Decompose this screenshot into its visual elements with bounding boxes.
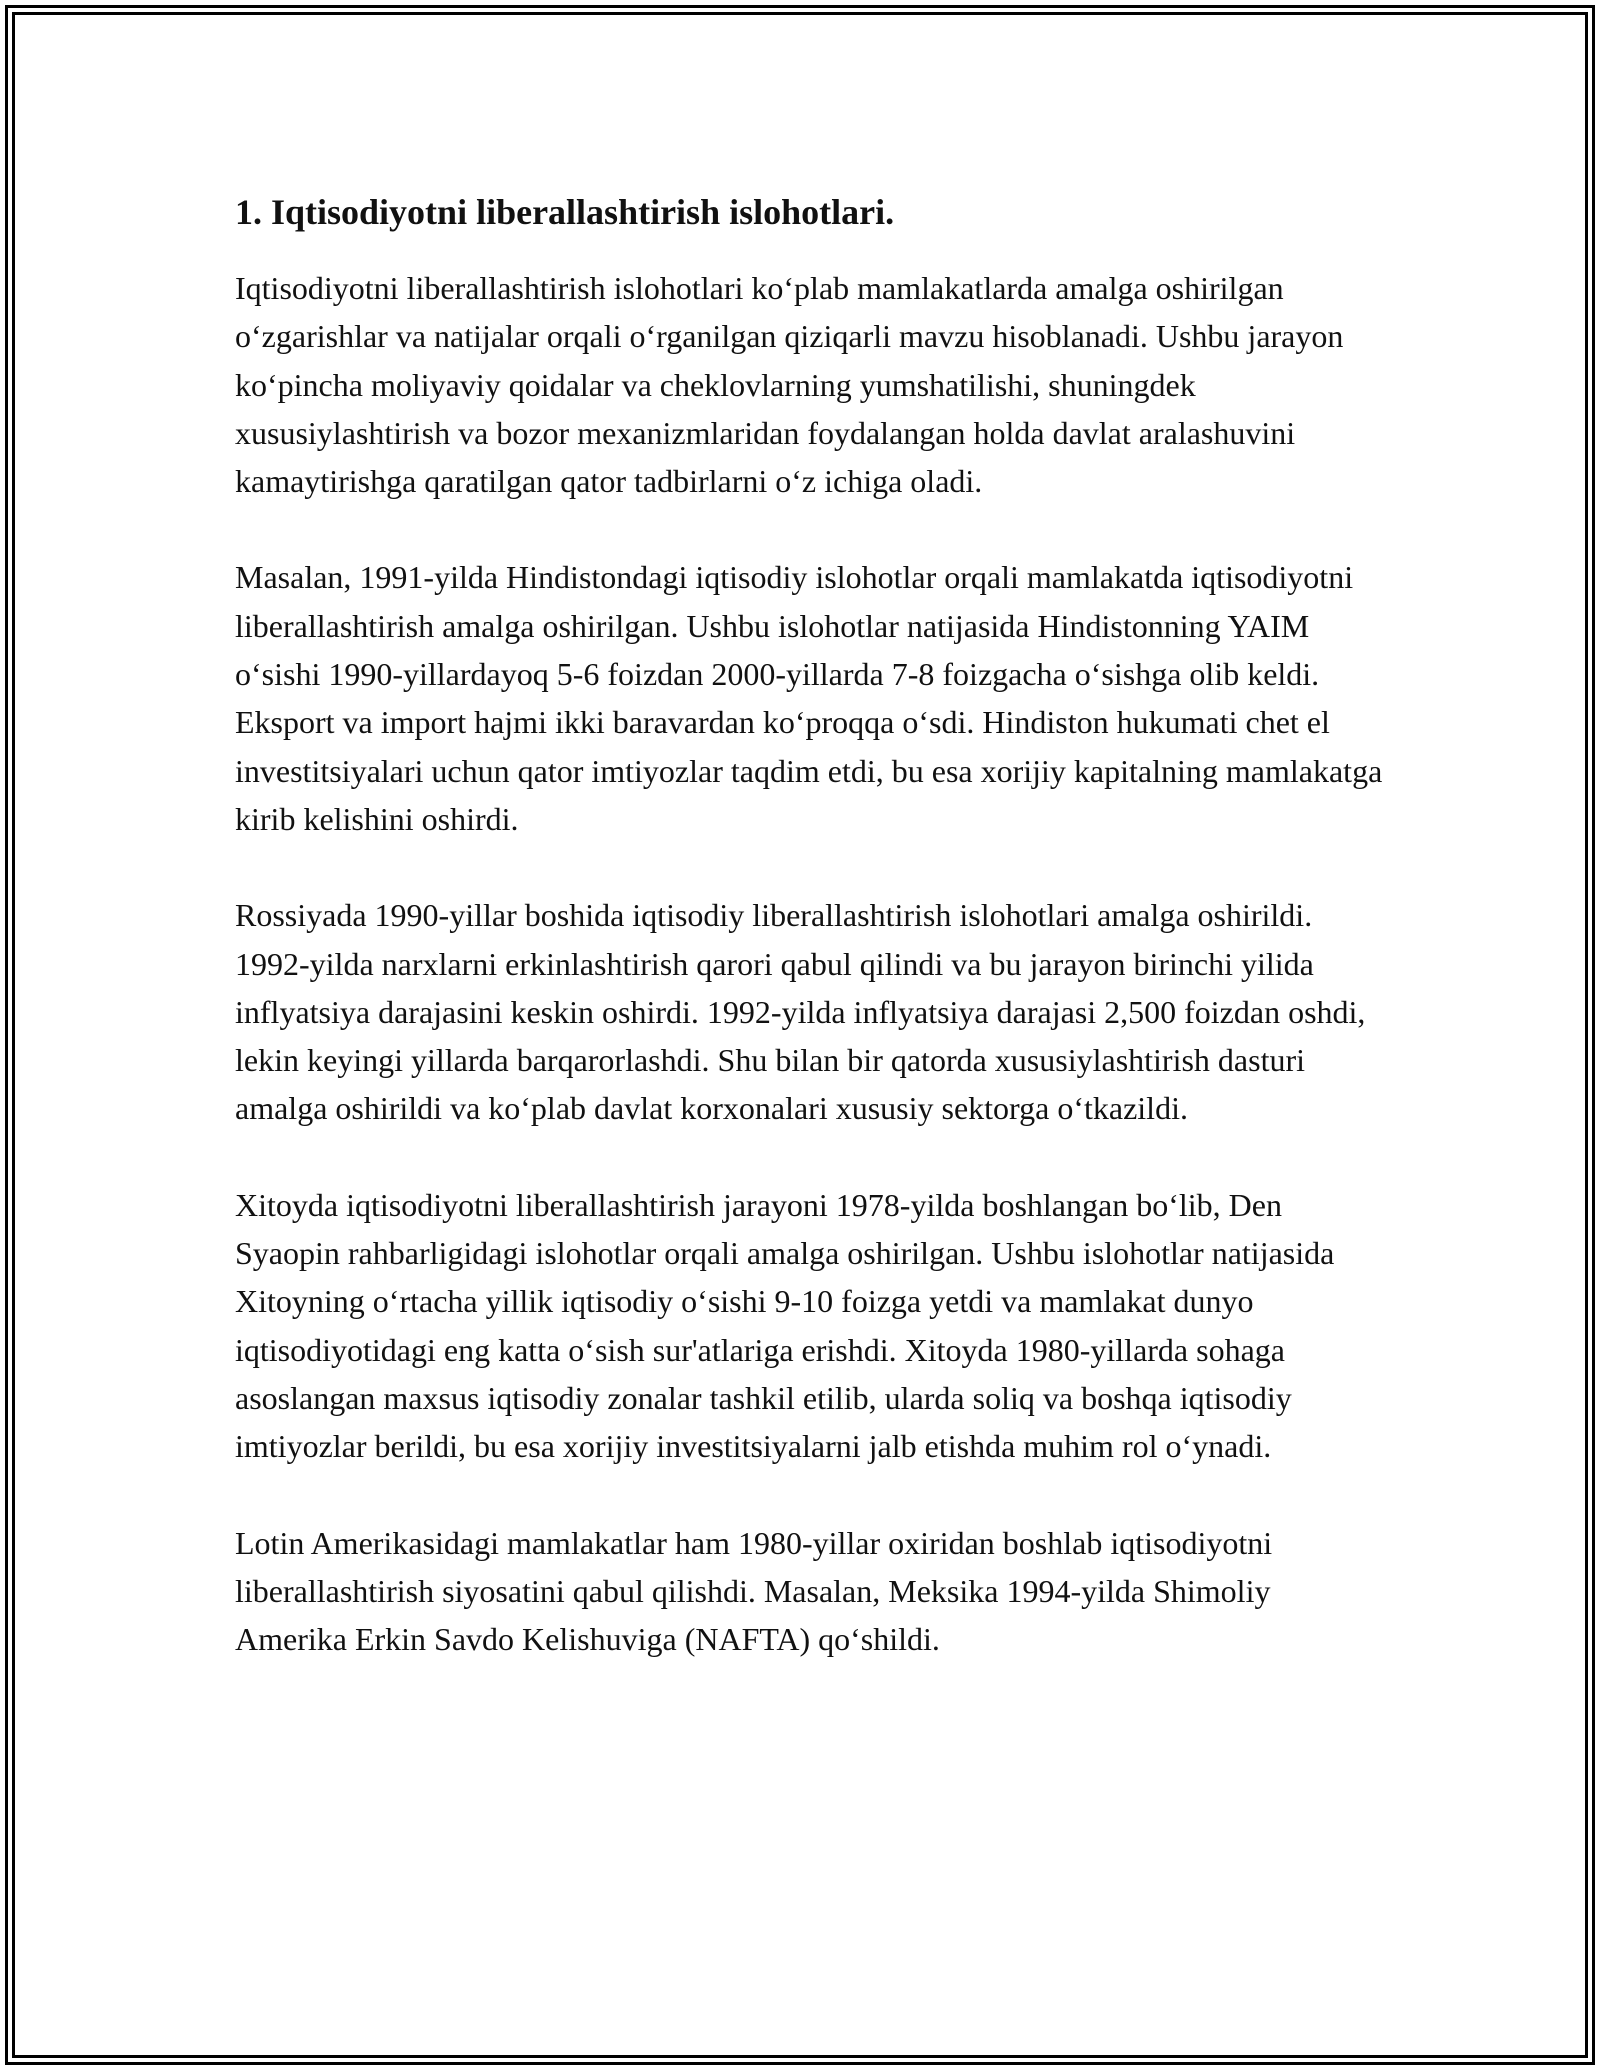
section-heading: 1. Iqtisodiyotni liberallashtirish islohotlari. bbox=[235, 192, 895, 232]
paragraph-india: Masalan, 1991-yilda Hindistondagi iqtisodiy islohotlar orqali mamlakatda iqtisodiyotni liberallashtirish amalga oshirilgan. Ushbu islohotlar natijasida Hindistonning YAIM o‘sishi 1990-yillardayoq 5-6 foizdan 2000-yillarda 7-8 foizgacha o‘sishga olib keldi. Eksport va import hajmi ikki baravardan ko‘proqqa o‘sdi. Hindiston hukumati chet el investitsiyalari uchun qator imtiyozlar taqdim etdi, bu esa xorijiy kapitalning mamlakatga kirib kelishini oshirdi. bbox=[235, 559, 1383, 837]
document-body bbox=[235, 186, 1385, 1663]
paragraph-latin-america: Lotin Amerikasidagi mamlakatlar ham 1980-yillar oxiridan boshlab iqtisodiyotni liberallashtirish siyosatini qabul qilishdi. Masalan, Meksika 1994-yilda Shimoliy Amerika Erkin Savdo Kelishuviga (NAFTA) qo‘shildi. bbox=[235, 1524, 1273, 1658]
paragraph-china: Xitoyda iqtisodiyotni liberallashtirish jarayoni 1978-yilda boshlangan bo‘lib, Den Syaopin rahbarligidagi islohotlar orqali amalga oshirilgan. Ushbu islohotlar natijasida Xitoyning o‘rtacha yillik iqtisodiy o‘sishi 9-10 foizga yetdi va mamlakat dunyo iqtisodiyotidagi eng katta o‘sish sur'atlariga erishdi. Xitoyda 1980-yillarda sohaga asoslangan maxsus iqtisodiy zonalar tashkil etilib, ularda soliq va boshqa iqtisodiy imtiyozlar berildi, bu esa xorijiy investitsiyalarni jalb etishda muhim rol o‘ynadi. bbox=[235, 1186, 1335, 1465]
paragraph-russia: Rossiyada 1990-yillar boshida iqtisodiy liberallashtirish islohotlari amalga oshirildi. 1992-yilda narxlarni erkinlashtirish qarori qabul qilindi va bu jarayon birinchi yilida inflyatsiya darajasini keskin oshirdi. 1992-yilda inflyatsiya darajasi 2,500 foizdan oshdi, lekin keyingi yillarda barqarorlashdi. Shu bilan bir qatorda xususiylashtirish dasturi amalga oshirildi va ko‘plab davlat korxonalari xususiy sektorga o‘tkazildi. bbox=[235, 897, 1366, 1127]
paragraph-intro: Iqtisodiyotni liberallashtirish islohotlari ko‘plab mamlakatlarda amalga oshirilgan o‘zgarishlar va natijalar orqali o‘rganilgan qiziqarli mavzu hisoblanadi. Ushbu jarayon ko‘pincha moliyaviy qoidalar va cheklovlarning yumshatilishi, shuningdek xususiylashtirish va bozor mexanizmlaridan foydalangan holda davlat aralashuvini kamaytirishga qaratilgan qator tadbirlarni o‘z ichiga oladi. bbox=[235, 270, 1344, 500]
